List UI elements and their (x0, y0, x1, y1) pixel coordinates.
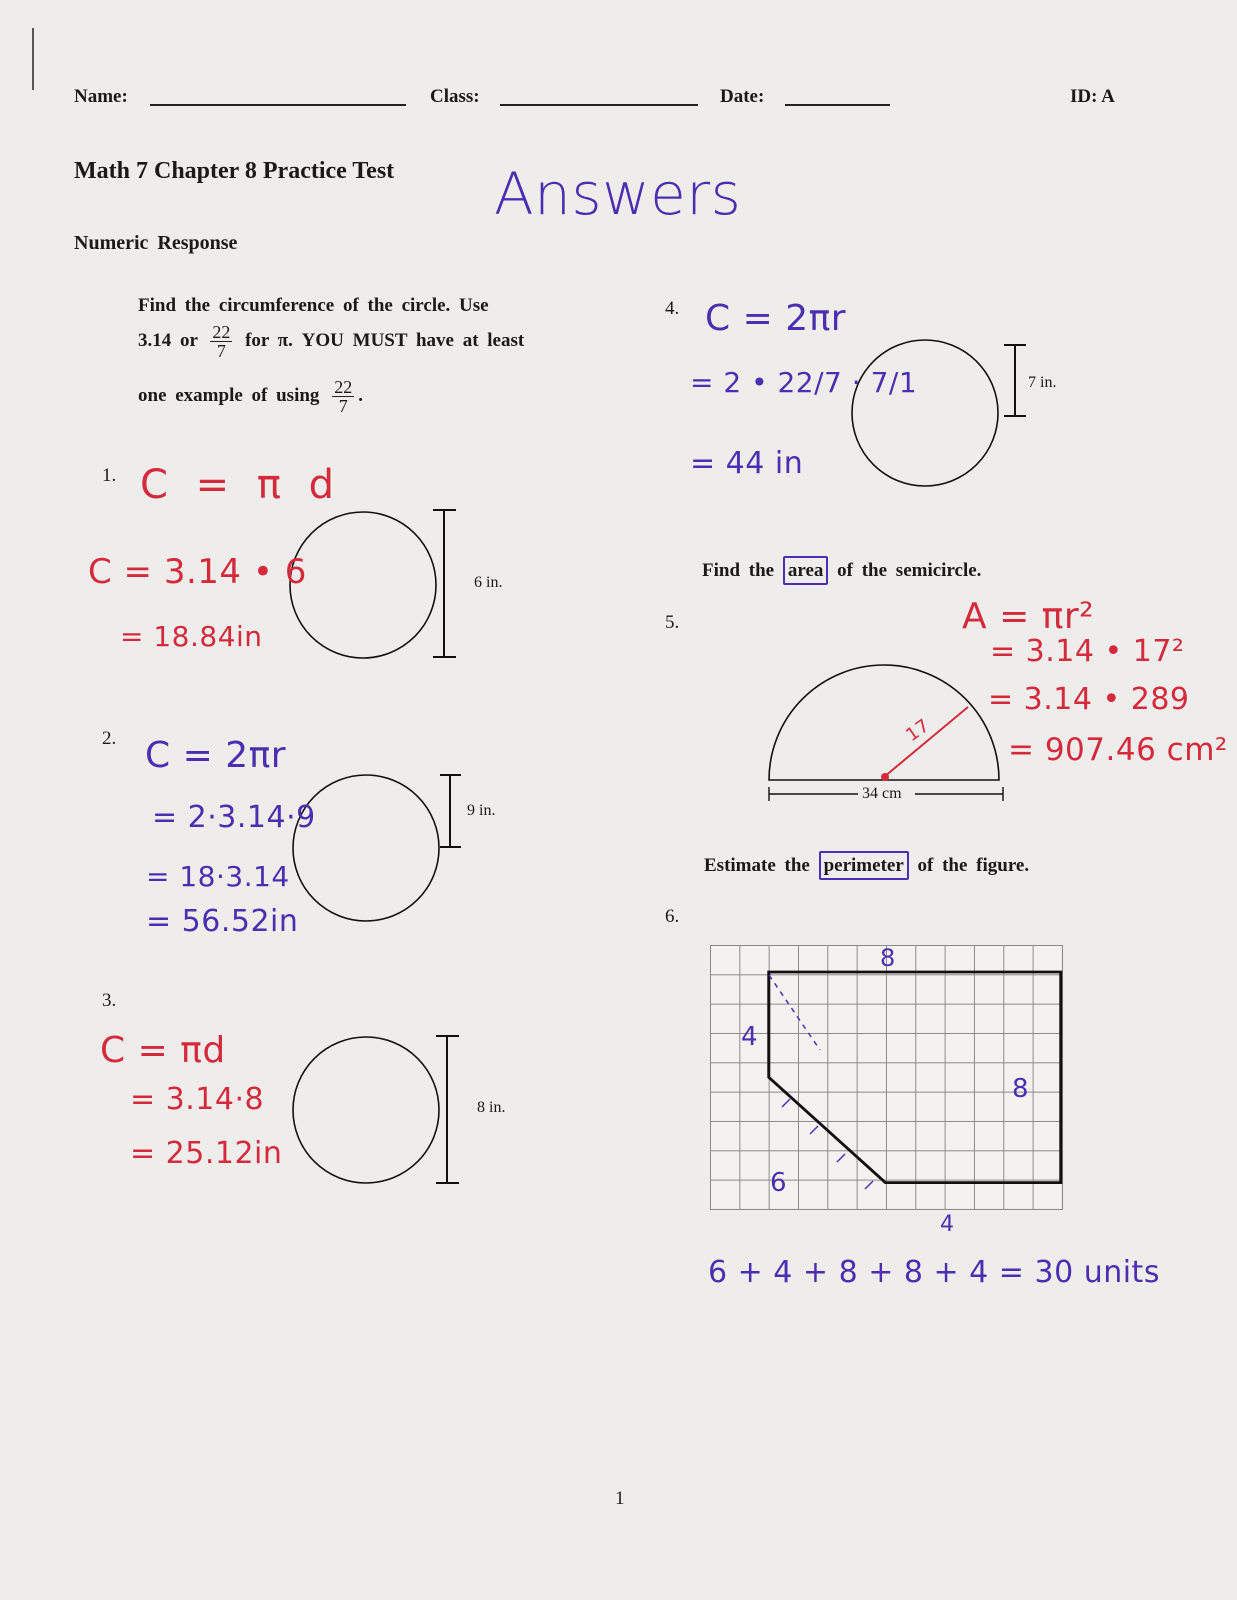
dimension-label-q3: 8 in. (477, 1099, 506, 1116)
instruction-line-1: Find the circumference of the circle. Use (138, 295, 489, 316)
work-q1-line1: C = π d (140, 462, 335, 508)
instruction-text: Find the (702, 560, 775, 581)
work-q4-line1: C = 2πr (705, 298, 847, 339)
question-number-6: 6. (665, 906, 680, 927)
instruction-text: 3.14 or (138, 329, 198, 351)
instruction-text: for π. YOU MUST have at least (245, 329, 525, 351)
circle-q3 (293, 1037, 439, 1183)
page-title: Math 7 Chapter 8 Practice Test (74, 158, 395, 184)
fraction-denominator: 7 (216, 341, 226, 361)
question-number-5: 5. (665, 612, 680, 633)
side-label-right: 8 (1012, 1074, 1030, 1104)
circle-q1 (290, 512, 436, 658)
work-q1-line2: C = 3.14 • 6 (88, 552, 307, 592)
question-number-2: 2. (102, 728, 117, 749)
dimension-label-q1: 6 in. (474, 574, 503, 591)
id-label: ID: A (1070, 86, 1115, 107)
side-label-top: 8 (880, 944, 896, 972)
question-number-4: 4. (665, 298, 680, 319)
section-heading: Numeric Response (74, 232, 238, 254)
work-q2-line4: = 56.52in (146, 904, 299, 939)
work-q5-line2: = 3.14 • 17² (990, 634, 1185, 669)
work-q3-line3: = 25.12in (130, 1136, 283, 1171)
area-instruction (702, 560, 981, 582)
instruction-text: of the figure. (917, 855, 1030, 876)
question-number-1: 1. (102, 465, 117, 486)
side-label-left: 4 (741, 1022, 759, 1052)
perimeter-instruction (704, 855, 1029, 877)
fraction-denominator: 7 (338, 396, 348, 416)
radius-line-q5 (884, 707, 968, 777)
work-q3-line2: = 3.14·8 (130, 1082, 265, 1117)
instruction-text: of the semicircle. (837, 560, 982, 581)
side-label-bottom: 4 (940, 1212, 955, 1237)
dimension-label-q5: 34 cm (862, 785, 902, 802)
date-label: Date: (720, 86, 765, 107)
instruction-text: . (358, 384, 363, 406)
work-q3-line1: C = πd (100, 1030, 226, 1071)
dimension-label-q2: 9 in. (467, 802, 496, 819)
circle-q4 (852, 340, 998, 486)
semicircle-q5 (769, 665, 999, 780)
work-q2-line1: C = 2πr (145, 735, 287, 776)
side-label-diagonal: 6 (770, 1168, 788, 1198)
work-q5-line3: = 3.14 • 289 (988, 682, 1190, 717)
area-keyword-boxed: area (783, 556, 829, 585)
page-number: 1 (615, 1488, 625, 1509)
instruction-text: one example of using (138, 384, 320, 406)
perimeter-keyword-boxed: perimeter (819, 851, 909, 880)
work-q2-line3: = 18·3.14 (146, 860, 290, 893)
dimension-bar-q2 (440, 775, 461, 847)
polygon-figure-q6 (710, 945, 1064, 1211)
work-q4-line3: = 44 in (690, 446, 804, 481)
question-number-3: 3. (102, 990, 117, 1011)
work-q5-line4: = 907.46 cm² (1008, 732, 1228, 768)
name-label: Name: (74, 86, 128, 107)
work-q4-line2: = 2 • 22/7 · 7/1 (690, 366, 918, 399)
fraction-numerator: 22 (334, 377, 353, 397)
dimension-bar-q4 (1004, 345, 1026, 416)
work-q2-line2: = 2·3.14·9 (152, 800, 316, 835)
radius-label-q5: 17 (902, 715, 934, 746)
instruction-text: Estimate the (704, 855, 810, 876)
work-q5-line1: A = πr² (962, 596, 1095, 637)
work-q1-line3: = 18.84in (120, 620, 263, 653)
center-dot-q5 (881, 773, 889, 781)
perimeter-answer: 6 + 4 + 8 + 8 + 4 = 30 units (708, 1255, 1160, 1290)
fraction-numerator: 22 (212, 322, 231, 342)
dimension-label-q4: 7 in. (1028, 374, 1057, 391)
handwritten-answers-title: Answers (494, 160, 742, 228)
class-label: Class: (430, 86, 480, 107)
circle-q2 (293, 775, 439, 921)
